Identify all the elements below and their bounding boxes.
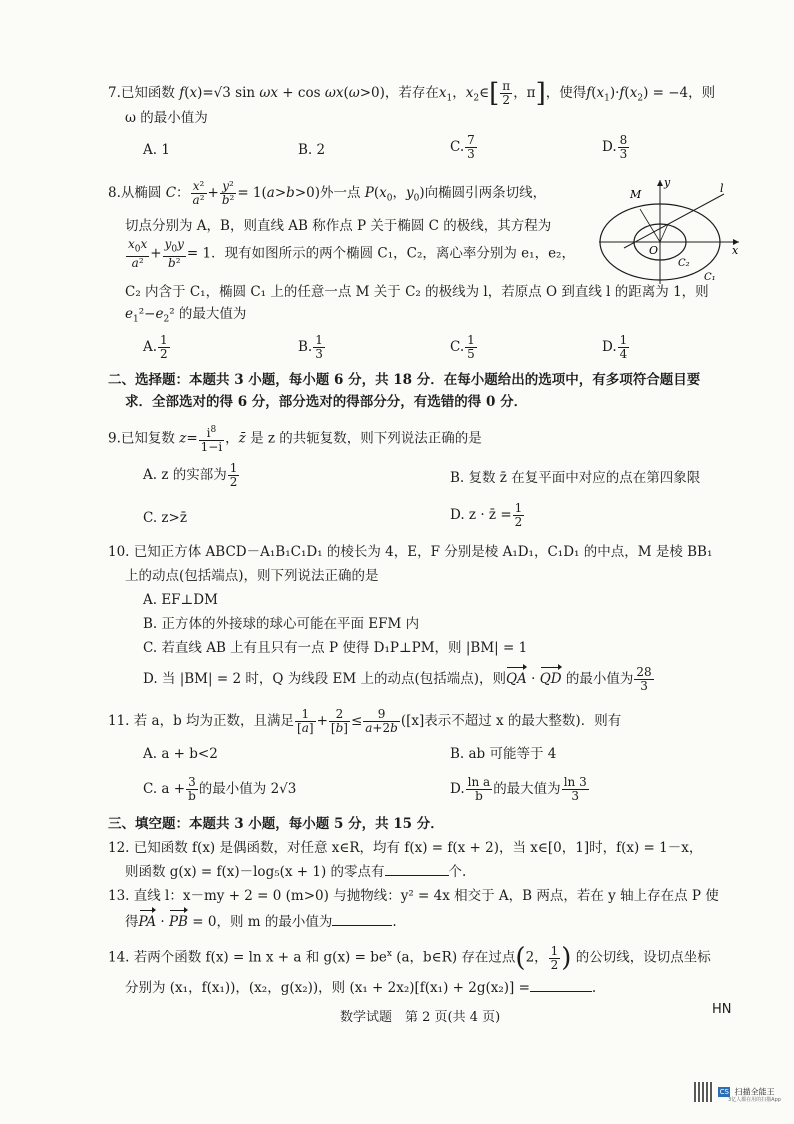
q8-line1: 8.从椭圆 C： $\frac{\text{x²}}{\text{a²}}$ + $\frac{\text{y²}}{\text{b²}}$ = 1(a>b>0)外一点 $P(x_0$，$y_0$)向椭圆引两条切线，: [108, 179, 547, 207]
label-x: x: [732, 244, 739, 257]
q12-answer-blank[interactable]: [385, 875, 449, 876]
q9-option-c: C. z>z̄: [143, 510, 187, 526]
q9-option-d: D. z · z̄ = $\frac{1}{2}$: [450, 501, 523, 529]
q10-option-d: D. 当 |BM| = 2 时，Q 为线段 EM 上的动点(包括端点)，则QA · QD 的最小值为 $\frac{28}{3}$: [143, 665, 652, 693]
q10-option-b: B. 正方体的外接球的球心可能在平面 EFM 内: [143, 616, 420, 632]
q10-option-a: A. EF⊥DM: [143, 592, 218, 608]
segment-om: [640, 209, 660, 242]
page-footer: 数学试题 第 2 页(共 4 页): [340, 1010, 501, 1025]
q11-line1: 11. 若 a，b 均为正数，且满足 $\frac{1}{[a]}$ + $\frac{2}{[b]}$ ≤ $\frac{9}{a+2b}$ ([x]表示不超过 x 的最大整数)．则有: [108, 707, 622, 735]
section2-line1: 二、选择题：本题共 3 小题，每小题 6 分，共 18 分．在每小题给出的选项中，有多项符合题目要: [108, 372, 701, 388]
q9-option-b: B. 复数 z̄ 在复平面中对应的点在第四象限: [450, 470, 701, 486]
q14-line1: 14. 若两个函数 f(x) = ln x + a 和 $g(x) = be^x$ (a，b∈R) 存在过点(2， $\frac{1}{2}$ ) 的公切线，设切点坐标: [108, 943, 711, 973]
pi-over-2: $\frac{\pi}{2}$: [502, 79, 511, 107]
qr-code-icon: [694, 1082, 714, 1102]
q10-line2: 上的动点(包括端点)，则下列说法正确的是: [125, 568, 379, 584]
q11-option-d: D. $\frac{\text{ln a}}{b}$ 的最大值为 $\frac{\ln 3}{3}$: [450, 775, 587, 803]
q13-line1: 13. 直线 l：x－my + 2 = 0 (m>0) 与抛物线：y² = 4x 相交于 A，B 两点，若在 y 轴上存在点 P 使: [108, 888, 719, 904]
label-c2: C₂: [678, 258, 690, 269]
q12-line1: 12. 已知函数 f(x) 是偶函数，对任意 x∈R，均有 f(x) = f(x + 2)，当 x∈[0，1]时，f(x) = 1－x，: [108, 840, 703, 856]
q11-option-c: C. a + $\frac{3}{b}$ 的最小值为 2√3: [143, 775, 297, 803]
label-c1: C₁: [704, 272, 716, 283]
q9-option-a: A. z 的实部为 $\frac{1}{2}$: [143, 461, 238, 489]
section3-heading: 三、填空题：本题共 3 小题，每小题 5 分，共 15 分．: [108, 816, 444, 832]
q7-line2: ω 的最小值为: [125, 110, 208, 126]
q7-option-c: C. $\frac{7}{3}$: [450, 133, 475, 161]
q10-line1: 10. 已知正方体 ABCD－A₁B₁C₁D₁ 的棱长为 4，E，F 分别是棱 A₁D₁，C₁D₁ 的中点，M 是棱 BB₁: [108, 544, 713, 560]
q7-option-b: B. 2: [298, 142, 326, 158]
label-y: y: [664, 176, 671, 189]
q14-answer-blank[interactable]: [530, 991, 592, 992]
ellipse-figure: [594, 176, 744, 286]
scanner-watermark: CS 扫描全能王 3亿人都在用的扫描App: [694, 1082, 775, 1102]
q14-line2: 分别为 (x₁，f(x₁))，(x₂，g(x₂))，则 (x₁ + 2x₂)[f(x₁) + 2g(x₂)] = .: [125, 980, 597, 996]
label-l: l: [720, 182, 724, 195]
q7-option-a: A. 1: [143, 142, 170, 158]
section2-line2: 求．全部选对的得 6 分，部分选对的得部分分，有选错的得 0 分．: [125, 394, 528, 410]
y-axis-arrow: [657, 180, 663, 186]
q8-line3: $\frac{x_0x}{\text{a²}}$ + $\frac{y_0y}{\text{b²}}$ = 1．现有如图所示的两个椭圆 C₁，C₂，离心率分别为 e₁，e₂，: [128, 237, 575, 271]
q8-option-a: A. $\frac{1}{2}$: [143, 333, 168, 361]
label-o: O: [649, 244, 659, 257]
exam-code: HN: [712, 1002, 732, 1017]
q13-answer-blank[interactable]: [332, 925, 392, 926]
scanner-logo-icon: CS: [719, 1088, 729, 1096]
q10-option-c: C. 若直线 AB 上有且只有一点 P 使得 D₁P⊥PM，则 |BM| = 1: [143, 640, 528, 656]
q8-line2: 切点分别为 A，B，则直线 AB 称作点 P 关于椭圆 C 的极线，其方程为: [125, 218, 552, 234]
q9-line1: 9.已知复数 z= $\frac{i^8}{1-i}$ ，z̄ 是 z 的共轭复数，则下列说法正确的是: [108, 425, 482, 454]
q8-option-b: B. $\frac{1}{3}$: [298, 333, 323, 361]
q8-option-d: D. $\frac{1}{4}$: [602, 333, 628, 361]
q11-option-a: A. a + b<2: [143, 746, 218, 762]
q8-option-c: C. $\frac{1}{5}$: [450, 333, 475, 361]
q8-line5: $e_1^2-e_2^2$ 的最大值为: [125, 306, 247, 325]
polar-line-l: [624, 194, 724, 248]
q13-line2: 得PA · PB = 0，则 m 的最小值为 .: [125, 914, 397, 930]
q8-line4: C₂ 内含于 C₁，椭圆 C₁ 上的任意一点 M 关于 C₂ 的极线为 l，若原点 O 到直线 l 的距离为 1，则: [125, 284, 709, 300]
q7-line1: 7.已知函数 f(x)=√3 sin ωx + cos ωx(ω>0)，若存在$x_1$，$x_2\in$[ $\frac{\pi}{2}$ ，π]，使得$f(x_1)\cdot f(x_2) = -4$，则: [108, 78, 716, 109]
q12-line2: 则函数 g(x) = f(x)－log₅(x + 1) 的零点有 个.: [125, 864, 467, 880]
q11-option-b: B. ab 可能等于 4: [450, 746, 557, 762]
label-m: M: [630, 188, 642, 201]
q7-option-d: D. $\frac{8}{3}$: [602, 133, 628, 161]
